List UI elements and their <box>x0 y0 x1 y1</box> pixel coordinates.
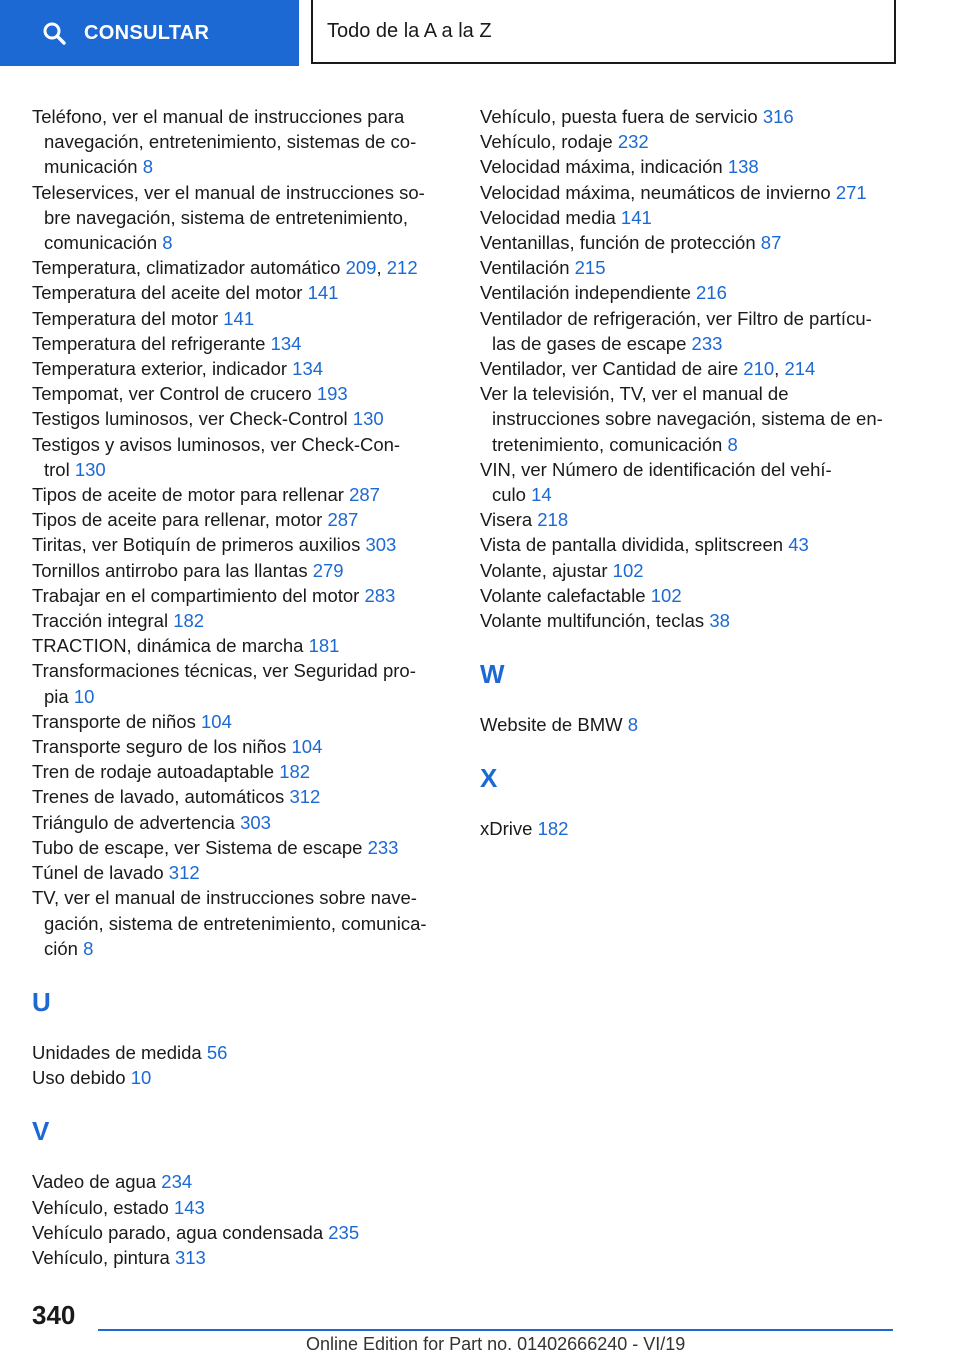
page-reference-link[interactable]: 303 <box>365 534 397 556</box>
index-entry-text: Temperatura del refrigerante <box>32 332 266 354</box>
index-entry-text: Tipos de aceite de motor para rellenar <box>32 484 344 506</box>
index-entry <box>480 381 900 457</box>
page-reference-link[interactable]: 10 <box>130 1067 152 1089</box>
page-reference-link[interactable]: 212 <box>386 257 418 279</box>
page-reference-link[interactable]: 215 <box>574 257 606 279</box>
index-entry-text: Ventilador, ver Cantidad de aire <box>480 358 739 380</box>
index-entry-text: pia <box>44 685 69 707</box>
page-reference-link[interactable]: 130 <box>352 408 384 430</box>
index-entry <box>32 180 442 256</box>
index-entry <box>480 712 900 737</box>
page-reference-link[interactable]: 141 <box>223 307 255 329</box>
index-entry <box>480 230 900 255</box>
index-entry <box>32 1040 442 1065</box>
index-entry-text: Velocidad media <box>480 206 616 228</box>
page-reference-link[interactable]: 313 <box>174 1246 206 1268</box>
consult-button[interactable] <box>0 0 299 66</box>
page-reference-link[interactable]: 8 <box>83 937 94 959</box>
index-entry <box>32 1065 442 1090</box>
index-entry <box>32 1245 442 1270</box>
page-number: 340 <box>32 1300 76 1330</box>
index-entry-text: municación <box>44 156 138 178</box>
page-reference-link[interactable]: 312 <box>168 862 200 884</box>
index-entry <box>32 507 442 532</box>
index-letter-heading: V <box>32 1116 50 1147</box>
page-reference-link[interactable]: 193 <box>316 383 348 405</box>
index-entry <box>480 457 900 507</box>
index-entry-text: bre navegación, sistema de entretenimiento, <box>44 206 409 228</box>
page-reference-link[interactable]: 210 <box>743 358 775 380</box>
index-entry <box>32 1169 442 1194</box>
index-entry-text: Volante, ajustar <box>480 559 608 581</box>
page-reference-link[interactable]: 141 <box>620 206 652 228</box>
index-entry-text: Vehículo, rodaje <box>480 131 613 153</box>
index-entry <box>32 381 442 406</box>
index-entry <box>32 633 442 658</box>
index-entry-text: Transporte seguro de los niños <box>32 736 287 758</box>
index-entry <box>32 331 442 356</box>
header <box>0 0 960 66</box>
index-entry <box>480 816 900 841</box>
index-entry-text: comunicación <box>44 232 158 254</box>
index-entry <box>32 104 442 180</box>
index-entry <box>480 507 900 532</box>
index-entry-text: Teléfono, ver el manual de instrucciones para <box>32 106 405 127</box>
index-entry <box>480 558 900 583</box>
index-entry <box>32 835 442 860</box>
index-entry <box>32 810 442 835</box>
page-reference-link[interactable]: 218 <box>537 509 569 531</box>
page-reference-link[interactable]: 271 <box>835 181 867 203</box>
page-reference-link[interactable]: 182 <box>537 818 569 840</box>
section-title: Todo de la A a la Z <box>311 0 896 64</box>
index-entry <box>480 608 900 633</box>
page-reference-link[interactable]: 104 <box>201 710 232 732</box>
index-entry-text: Ventilador de refrigeración, ver Filtro de partícu- <box>480 307 872 329</box>
page-reference-link[interactable]: 182 <box>279 761 311 783</box>
index-entry-text: Velocidad máxima, indicación <box>480 156 723 178</box>
page-reference-link[interactable]: 283 <box>364 584 396 606</box>
page-reference-link[interactable]: 141 <box>307 282 339 304</box>
index-entry <box>32 658 442 708</box>
index-entry-text: Tornillos antirrobo para las llantas <box>32 559 308 581</box>
index-entry: Ventilador, ver Cantidad de aire 210, 214 <box>480 358 816 380</box>
page-reference-link[interactable]: 134 <box>292 358 324 380</box>
index-entry <box>32 356 442 381</box>
index-entry <box>480 104 900 129</box>
page-reference-link[interactable]: 143 <box>173 1196 205 1218</box>
page-reference-link[interactable]: 279 <box>312 559 344 581</box>
index-entry <box>480 255 900 280</box>
index-entry <box>32 532 442 557</box>
index-entry <box>32 1195 442 1220</box>
page-reference-link[interactable]: 8 <box>727 433 738 455</box>
page-reference-link[interactable]: 102 <box>650 584 682 606</box>
index-entry-text: Vehículo parado, agua condensada <box>32 1221 324 1243</box>
index-entry-text: culo <box>492 484 526 506</box>
index-entry-text: Vehículo, puesta fuera de servicio <box>480 106 758 127</box>
index-entry-text: instrucciones sobre navegación, sistema de en- <box>492 408 883 430</box>
index-entry-text: Velocidad máxima, neumáticos de invierno <box>480 181 831 203</box>
page-reference-link[interactable]: 8 <box>162 232 173 254</box>
search-icon <box>42 21 66 45</box>
index-entry-text: ción <box>44 937 78 959</box>
page-reference-link[interactable]: 14 <box>531 484 552 506</box>
index-entry <box>32 482 442 507</box>
index-entry-text: tretenimiento, comunicación <box>492 433 723 455</box>
page-reference-link[interactable]: 182 <box>173 610 205 632</box>
index-entry-text: VIN, ver Número de identificación del vehí- <box>480 458 832 480</box>
index-entry-text: Ventanillas, función de protección <box>480 232 756 254</box>
page-reference-link[interactable]: 8 <box>627 714 638 736</box>
index-entry-text: Tiritas, ver Botiquín de primeros auxilios <box>32 534 361 556</box>
index-entry-text: Ventilación independiente <box>480 282 691 304</box>
page-reference-link[interactable]: 232 <box>617 131 649 153</box>
index-entry <box>480 180 900 205</box>
index-entry-text: las de gases de escape <box>492 332 687 354</box>
index-entry-text: Ver la televisión, TV, ver el manual de <box>480 383 789 405</box>
page-reference-link[interactable]: 287 <box>327 509 359 531</box>
index-entry-text: Triángulo de advertencia <box>32 811 235 833</box>
index-entry-text: Unidades de medida <box>32 1041 202 1063</box>
index-entry-text: xDrive <box>480 818 533 840</box>
index-column-left <box>32 104 442 1270</box>
page-reference-link[interactable]: 233 <box>367 836 399 858</box>
page-reference-link[interactable]: 233 <box>691 332 723 354</box>
index-entry <box>32 784 442 809</box>
index-entry-text: Temperatura exterior, indicador <box>32 358 288 380</box>
index-entry-text: Tubo de escape, ver Sistema de escape <box>32 836 363 858</box>
index-entry-text: Testigos y avisos luminosos, ver Check-Con- <box>32 433 401 455</box>
index-entry: Temperatura, climatizador automático 209, 212 <box>32 257 418 279</box>
index-entry-text: Temperatura del aceite del motor <box>32 282 303 304</box>
index-entry-text: Tren de rodaje autoadaptable <box>32 761 275 783</box>
page-reference-link[interactable]: 104 <box>291 736 323 758</box>
index-entry-text: Túnel de lavado <box>32 862 164 884</box>
index-entry-text: trol <box>44 458 70 480</box>
index-entry <box>32 583 442 608</box>
page-reference-link[interactable]: 214 <box>784 358 816 380</box>
index-entry <box>480 280 900 305</box>
index-entry-text: Tracción integral <box>32 610 169 632</box>
index-entry <box>480 306 900 356</box>
index-entry-text: Tempomat, ver Control de crucero <box>32 383 312 405</box>
index-entry <box>480 129 900 154</box>
index-entry-text: Temperatura del motor <box>32 307 219 329</box>
index-entry <box>32 306 442 331</box>
index-entry <box>32 734 442 759</box>
footer-divider <box>98 1329 893 1331</box>
index-entry-text: navegación, entretenimiento, sistemas de co- <box>44 131 417 153</box>
page-reference-link[interactable]: 134 <box>270 332 302 354</box>
page-reference-link[interactable]: 303 <box>240 811 271 833</box>
page-reference-link[interactable]: 235 <box>328 1221 360 1243</box>
index-entry-text: TV, ver el manual de instrucciones sobre nave- <box>32 887 417 909</box>
index-entry-text: Vista de pantalla dividida, splitscreen <box>480 534 784 556</box>
index-entry <box>32 432 442 482</box>
index-entry-text: Vehículo, pintura <box>32 1246 170 1268</box>
index-entry <box>32 759 442 784</box>
index-entry <box>32 709 442 734</box>
page-reference-link[interactable]: 56 <box>206 1041 228 1063</box>
index-column-right <box>480 104 900 842</box>
index-entry-text: Vadeo de agua <box>32 1171 157 1193</box>
page-reference-link[interactable]: 102 <box>612 559 644 581</box>
index-entry-text: Trabajar en el compartimiento del motor <box>32 584 360 606</box>
index-entry-text: Volante multifunción, teclas <box>480 610 705 632</box>
index-entry-text: Website de BMW <box>480 714 623 736</box>
index-entry-text: Uso debido <box>32 1067 126 1089</box>
index-entry-text: Testigos luminosos, ver Check-Control <box>32 408 348 430</box>
page-reference-link[interactable]: 234 <box>161 1171 193 1193</box>
index-entry-text: Tipos de aceite para rellenar, motor <box>32 509 323 531</box>
index-entry-text: Temperatura, climatizador automático <box>32 257 341 279</box>
page-reference-link[interactable]: 138 <box>727 156 759 178</box>
index-entry-text: Trenes de lavado, automáticos <box>32 786 285 808</box>
page-reference-link[interactable]: 43 <box>788 534 809 556</box>
index-entry <box>480 205 900 230</box>
index-entry <box>32 885 442 961</box>
page-reference-link[interactable]: 10 <box>73 685 95 707</box>
page-reference-link[interactable]: 181 <box>308 635 340 657</box>
index-entry-text: TRACTION, dinámica de marcha <box>32 635 304 657</box>
page-reference-link[interactable]: 312 <box>289 786 321 808</box>
page-reference-link[interactable]: 316 <box>762 106 794 127</box>
index-entry <box>480 583 900 608</box>
index-entry <box>480 532 900 557</box>
index-entry-text: Vehículo, estado <box>32 1196 169 1218</box>
page-reference-link[interactable]: 8 <box>142 156 154 178</box>
page-reference-link[interactable]: 87 <box>760 232 782 254</box>
index-entry <box>32 860 442 885</box>
index-entry-text: Teleservices, ver el manual de instrucciones so- <box>32 181 425 203</box>
footer-edition-text: Online Edition for Part no. 01402666240 - VI/19 <box>306 1334 686 1354</box>
index-entry-text: Volante calefactable <box>480 584 646 606</box>
index-entry-text: Transporte de niños <box>32 710 196 732</box>
index-entry <box>32 280 442 305</box>
page-reference-link[interactable]: 130 <box>74 458 106 480</box>
page-reference-link[interactable]: 216 <box>696 282 727 304</box>
index-entry-text: Transformaciones técnicas, ver Seguridad pro- <box>32 660 416 682</box>
page-reference-link[interactable]: 287 <box>349 484 380 506</box>
index-entry-text: Visera <box>480 509 533 531</box>
index-entry-text: Ventilación <box>480 257 570 279</box>
index-entry-text: gación, sistema de entretenimiento, comunica- <box>44 912 427 934</box>
index-letter-heading: U <box>32 986 51 1017</box>
consult-label: CONSULTAR <box>84 21 210 44</box>
index-entry <box>32 406 442 431</box>
index-letter-heading: W <box>480 659 505 690</box>
index-entry <box>32 558 442 583</box>
page-reference-link[interactable]: 209 <box>345 257 377 279</box>
index-letter-heading: X <box>480 763 498 794</box>
page-reference-link[interactable]: 38 <box>709 610 730 632</box>
index-entry <box>32 1220 442 1245</box>
index-entry <box>32 608 442 633</box>
index-entry <box>480 154 900 179</box>
